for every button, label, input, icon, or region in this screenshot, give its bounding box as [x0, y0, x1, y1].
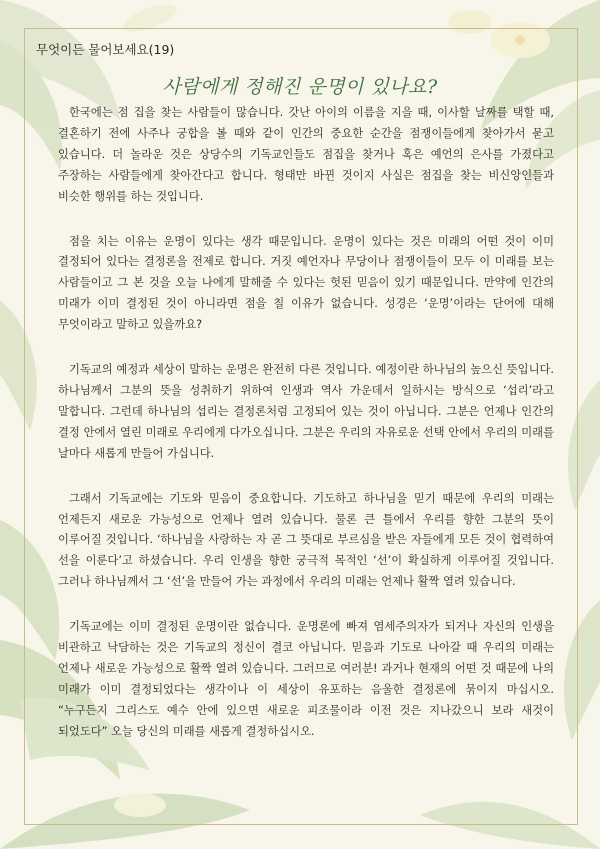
paragraph: 점을 치는 이유는 운명이 있다는 생각 때문입니다. 운명이 있다는 것은 미래의 어떤 것이 이미 결정되어 있다는 결정론을 전제로 합니다. 거짓 예언자나 무당이나 점쟁이들이 모두 이 미래를 보는 사람들이고 그 본 것을 오늘 나에게 말해줄 수 있다는 헛된 믿음이 있기 때문입니다. 만약에 인간의 미래가 이미 결정된 것이 아니라면 점을 칠 이유가 없습니다. 성경은 ‘운명’이라는 단어에 대해 무엇이라고 말하고 있을까요? [58, 234, 554, 332]
paragraph: 기독교의 예정과 세상이 말하는 운명은 완전히 다른 것입니다. 예정이란 하나님의 높으신 뜻입니다. 하나님께서 그분의 뜻을 성취하기 위하여 인생과 역사 가운데서 일하시는 방식으로 ‘섭리’라고 말합니다. 그런데 하나님의 섭리는 결정론처럼 고정되어 있는 것이 아닙니다. 그분은 언제나 인간의 결정 안에서 열린 미래로 우리에게 다가오십니다. 그분은 우리의 자유로운 선택 안에서 우리의 미래를 날마다 새롭게 만들어 가십니다. [58, 363, 555, 460]
paragraph: 한국에는 점 집을 찾는 사람들이 많습니다. 갓난 아이의 이름을 지을 때, 이사할 날짜를 택할 때, 결혼하기 전에 사주나 궁합을 볼 때와 같이 인간의 중요한 순간을 점쟁이들에게 찾아가서 묻고 있습니다. 더 놀라운 것은 상당수의 기독교인들도 점집을 찾거나 혹은 예언의 은사를 가졌다고 주장하는 사람들에게 찾아간다고 합니다. 형태만 바뀐 것이지 사실은 점집을 찾는 비신앙인들과 비슷한 행위를 하는 것입니다. [58, 106, 554, 203]
series-label: 무엇이든 물어보세요(19) [36, 42, 175, 57]
paragraph: 기독교에는 이미 결정된 운명이란 없습니다. 운명론에 빠져 염세주의자가 되거나 자신의 인생을 비관하고 낙담하는 것은 기독교의 정신이 결코 아닙니다. 믿음과 기도로 나아갈 때 우리의 미래는 언제나 새로운 가능성으로 활짝 열려 있습니다. 그러므로 여러분! 과거나 현재의 어떤 것 때문에 나의 미래가 이미 결정되었다는 생각이나 이 세상이 유포하는 음울한 결정론에 묶이지 마십시오. “누구든지 그리스도 예수 안에 있으면 새로운 피조물이라 이전 것은 지나갔으니 보라 새것이 되었도다” 오늘 당신의 미래를 새롭게 결정하십시오. [58, 620, 554, 738]
article-body [58, 103, 554, 767]
page-title: 사람에게 정해진 운명이 있나요? [162, 76, 438, 98]
paragraph: 그래서 기독교에는 기도와 믿음이 중요합니다. 기도하고 하나님을 믿기 때문에 우리의 미래는 언제든지 새로운 가능성으로 언제나 열려 있습니다. 물론 큰 틀에서 우리를 향한 그분의 뜻이 이루어질 것입니다. ‘하나님을 사랑하는 자 곧 그 뜻대로 부르심을 받은 자들에게 모든 것이 협력하여 선을 이룬다’고 하셨습니다. 우리 인생을 향한 궁극적 목적인 ‘선’이 확실하게 이루어질 것입니다. 그러나 하나님께서 그 ‘선’을 만들어 가는 과정에서 우리의 미래는 언제나 활짝 열려 있습니다. [58, 491, 554, 589]
